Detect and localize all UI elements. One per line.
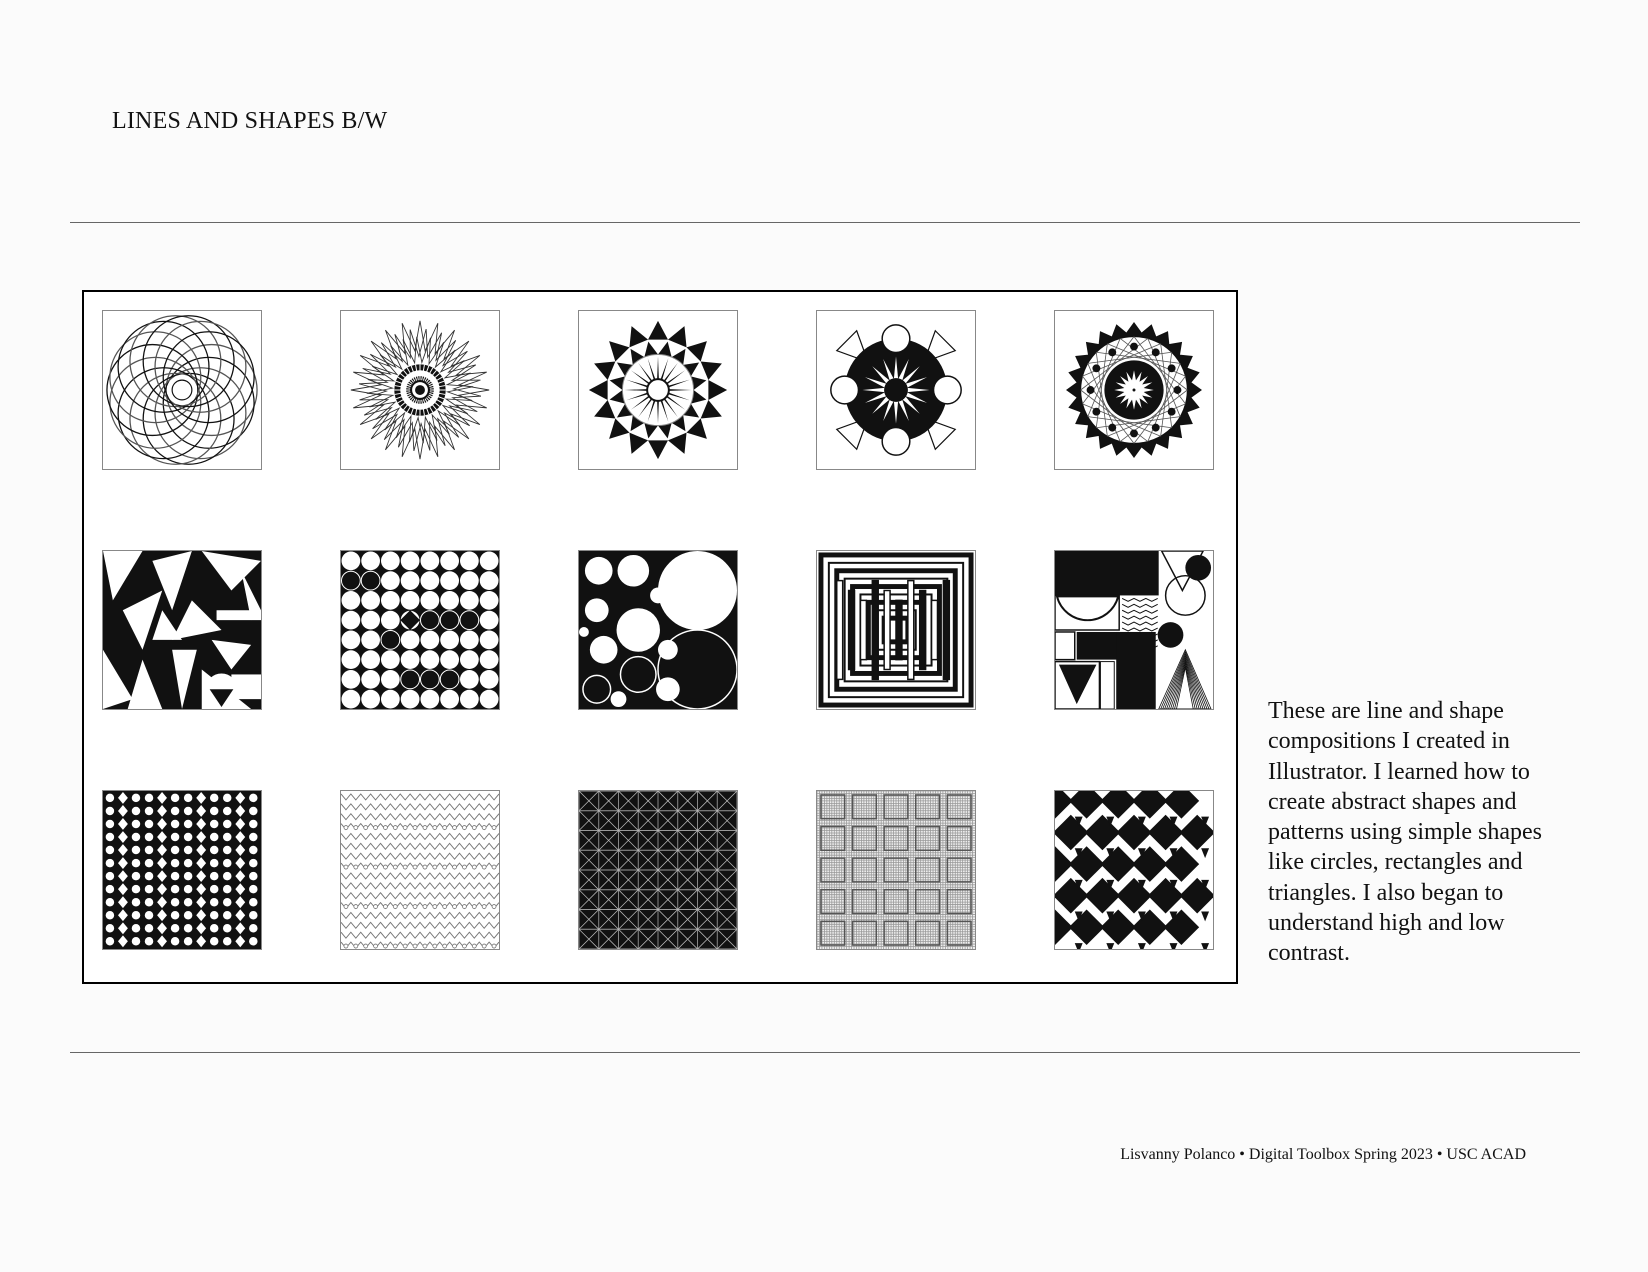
artwork-grid-texture: [816, 790, 976, 950]
artwork-gallery: [82, 290, 1238, 984]
artwork-circle-rosette: [102, 310, 262, 470]
artwork-circle-triangle-medallion: [816, 310, 976, 470]
footer-credit: Lisvanny Polanco • Digital Toolbox Spring 2023 • USC ACAD: [1120, 1146, 1526, 1163]
artwork-triangle-collage: [102, 550, 262, 710]
artwork-triangle-lattice: [578, 790, 738, 950]
artwork-zigzag-stripes: [340, 790, 500, 950]
artwork-rectangle-maze: [816, 550, 976, 710]
page-title: LINES AND SHAPES B/W: [112, 108, 388, 134]
artwork-star-rosette: [340, 310, 500, 470]
artwork-circle-packing: [578, 550, 738, 710]
artwork-starburst-ring: [1054, 310, 1214, 470]
bottom-divider: [70, 1052, 1580, 1053]
artwork-mixed-shapes: [1054, 550, 1214, 710]
artwork-circle-grid: [340, 550, 500, 710]
artwork-diamond-pattern: [1054, 790, 1214, 950]
top-divider: [70, 222, 1580, 223]
description-text: These are line and shape compositions I created in Illustrator. I learned how to create abstract shapes and patterns using simple shapes like circles, rectangles and triangles. I also began to understand high and low contrast.: [1268, 698, 1542, 967]
artwork-triangle-sunburst: [578, 310, 738, 470]
artwork-dot-pattern: [102, 790, 262, 950]
